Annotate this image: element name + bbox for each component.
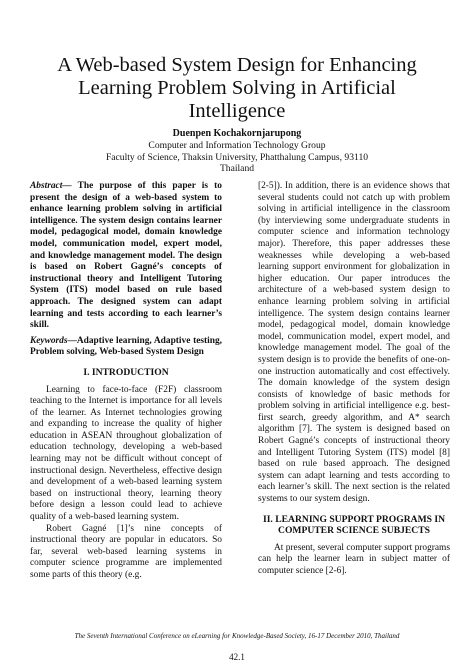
keywords-label: Keywords bbox=[30, 335, 68, 346]
conference-footer: The Seventh International Conference on eLearning for Knowledge-Based Society, 16-17 December 2010, Thailand bbox=[74, 632, 400, 640]
right-column bbox=[258, 181, 450, 578]
left-column bbox=[30, 181, 222, 582]
body-paragraph: Learning to face-to-face (F2F) classroom teaching to the Internet is importance for all levels of the learner. As Internet technologies growing and expanding to increase the quality of higher education in ASEAN throughout globalization of education technology, developing a web-based learning may not be difficult without concept of instructional design. Nevertheless, effective design and development of a web-based learning system based on instructional theory, learning theory before design a lesson could lead to achieve quality of a web-based learning system. bbox=[30, 384, 222, 523]
affiliation-line: Faculty of Science, Thaksin University, Phatthalung Campus, 93110 bbox=[105, 151, 369, 163]
author-affiliation bbox=[40, 140, 434, 175]
keywords bbox=[30, 336, 222, 359]
paper-title: A Web-based System Design for Enhancing Learning Problem Solving in Artificial Intelligence bbox=[57, 54, 417, 122]
abstract-text: The purpose of this paper is to present the design of a web-based system to enhance learning problem solving in artificial intelligence. The system design contains learner model, pedagogical model, domain knowledge model, communication model, expert model, and knowledge management model. The design is based on Robert Gagné’s concepts of instructional theory and Intelligent Tutoring System (ITS) model based on rule based approach. The designed system can adapt learning and tests according to each learner’s skill. bbox=[30, 181, 222, 331]
abstract bbox=[30, 181, 222, 332]
page-number: 42.1 bbox=[229, 652, 245, 662]
keywords-text: —Adaptive learning, Adaptive testing, Problem solving, Web-based System Design bbox=[30, 335, 222, 358]
section-heading-introduction: I. INTRODUCTION bbox=[83, 366, 169, 378]
body-paragraph: [2-5]). In addition, there is an evidence shows that several students could not catch up with problem solving in artificial intelligence in the classroom (by interviewing some undergraduate students in computer science and information technology major). Therefore, this paper addresses these weaknesses while developing a web-based learning support environment for globalization in higher education. Our paper introduces the architecture of a web-based system design to enhance learning problem solving in artificial intelligence. The system design contains learner model, pedagogical model, domain knowledge model, communication model, expert model, and knowledge management model. The goal of the system design is to provide the benefits of one-on-one instruction automatically and cost effectively. The domain knowledge of the system design consists of knowledge of basic methods for problem solving in artificial intelligence e.g. best-first search, greedy algorithm, and A* search algorithm [7]. The system is designed based on Robert Gagné’s concepts of instructional theory and Intelligent Tutoring System (ITS) model [8] based on rule based approach. The designed system can adapt learning and tests according to each learner’s skill. The next section is the related systems to our system design. bbox=[258, 181, 450, 505]
section-heading-learning-support: II. LEARNING SUPPORT PROGRAMS IN COMPUTER SCIENCE SUBJECTS bbox=[262, 513, 446, 537]
abstract-label: Abstract— bbox=[30, 181, 72, 191]
affiliation-line: Thailand bbox=[219, 163, 255, 174]
body-paragraph: Robert Gagné [1]’s nine concepts of instructional theory are popular in educators. So far, several web-based learning systems in computer science programme are implemented some parts of this theory (e.g. bbox=[30, 523, 222, 580]
author-name: Duenpen Kochakornjarupong bbox=[172, 128, 302, 139]
affiliation-line: Computer and Information Technology Group bbox=[148, 140, 326, 151]
body-paragraph: At present, several computer support programs can help the learner learn in subject matter of computer science [2-6]. bbox=[258, 542, 450, 576]
